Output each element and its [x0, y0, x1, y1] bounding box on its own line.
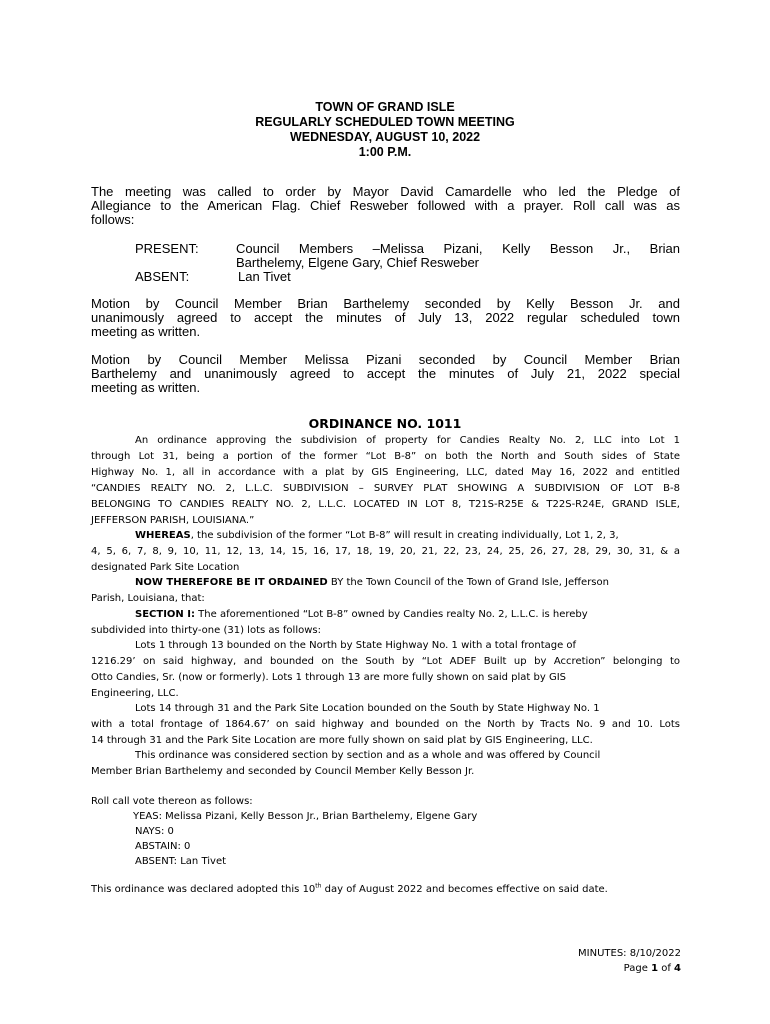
ordinance-line: designated Park Site Location [91, 562, 240, 573]
meeting-time-heading: 1:00 P.M. [358, 145, 412, 159]
roll-call-yeas: YEAS: Melissa Pizani, Kelly Besson Jr., Brian Barthelemy, Elgene Gary [133, 811, 478, 822]
ordinance-line: 1216.29’ on said highway, and bounded on the South by “Lot ADEF Built up by Accretion” belonging to [91, 656, 680, 667]
motion-paragraph [91, 297, 680, 339]
ordained-line [135, 575, 680, 591]
minutes-date: MINUTES: 8/10/2022 [578, 948, 681, 959]
ordinance-line: with a total frontage of 1864.67’ on said highway and bounded on the North by Tracts No. 9 and 10. Lots [91, 719, 680, 730]
motion-line: Motion by Council Member Melissa Pizani seconded by Council Member Brian [91, 352, 680, 367]
present-label: PRESENT: [135, 241, 199, 256]
ordinance-line: Otto Candies, Sr. (now or formerly). Lots 1 through 13 are more fully shown on said plat by GIS [91, 672, 567, 683]
ordinal-suffix: th [315, 882, 322, 890]
motion-line: unanimously agreed to accept the minutes of July 13, 2022 regular scheduled town [91, 310, 680, 325]
section-line [135, 607, 680, 623]
ordinance-line: JEFFERSON PARISH, LOUISIANA.” [91, 515, 255, 526]
ordinance-line: “CANDIES REALTY NO. 2, L.L.C. SUBDIVISION – SURVEY PLAT SHOWING A SUBDIVISION OF LOT B-8 [91, 483, 680, 494]
intro-line: follows: [91, 212, 135, 227]
present-list [236, 242, 680, 270]
meeting-type-heading: REGULARLY SCHEDULED TOWN MEETING [255, 115, 515, 129]
adoption-text: This ordinance was declared adopted this 10 [91, 884, 316, 895]
whereas-line [135, 528, 680, 544]
motion-line: meeting as written. [91, 324, 201, 339]
roll-call-intro: Roll call vote thereon as follows: [91, 796, 253, 807]
page-total: 4 [674, 963, 681, 974]
section-keyword: SECTION I: [135, 609, 195, 620]
motion-paragraph [91, 353, 680, 395]
ordinance-line: Lots 1 through 13 bounded on the North by State Highway No. 1 with a total frontage of [135, 640, 577, 651]
ordinance-text: BY the Town Council of the Town of Grand Isle, Jefferson [327, 577, 609, 588]
adoption-statement [91, 882, 680, 898]
adoption-text: day of August 2022 and becomes effective on said date. [321, 884, 608, 895]
ordinance-text: , the subdivision of the former “Lot B-8” will result in creating individually, Lot 1, 2, 3, [190, 530, 619, 541]
motion-line: Motion by Council Member Brian Barthelemy seconded by Kelly Besson Jr. and [91, 296, 680, 311]
motion-line: Barthelemy and unanimously agreed to accept the minutes of July 21, 2022 special [91, 366, 680, 381]
ordinance-text: The aforementioned “Lot B-8” owned by Candies realty No. 2, L.L.C. is hereby [195, 609, 588, 620]
meeting-date-heading: WEDNESDAY, AUGUST 10, 2022 [289, 130, 481, 144]
ordained-keyword: NOW THEREFORE BE IT ORDAINED [135, 577, 328, 588]
ordinance-line: subdivided into thirty-one (31) lots as follows: [91, 625, 321, 636]
intro-line: Allegiance to the American Flag. Chief Resweber followed with a prayer. Roll call was as [91, 198, 680, 213]
intro-paragraph [91, 185, 680, 227]
ordinance-title: ORDINANCE NO. 1011 [308, 416, 462, 431]
ordinance-line: BELONGING TO CANDIES REALTY NO. 2, L.L.C. LOCATED IN LOT 8, T21S-R25E & T22S-R24E, GRAND ISLE, [91, 499, 680, 510]
ordinance-line: Member Brian Barthelemy and seconded by Council Member Kelly Besson Jr. [91, 766, 475, 777]
roll-call-absent: ABSENT: Lan Tivet [135, 856, 227, 867]
roll-call-nays: NAYS: 0 [135, 826, 174, 837]
absent-value: Lan Tivet [238, 269, 291, 284]
present-line: Council Members –Melissa Pizani, Kelly Besson Jr., Brian [236, 241, 680, 256]
present-line: Barthelemy, Elgene Gary, Chief Resweber [236, 255, 480, 270]
ordinance-line: through Lot 31, being a portion of the former “Lot B-8” on both the North and South sides of State [91, 451, 680, 462]
page-label: Page [623, 963, 652, 974]
page-of-label: of [658, 963, 675, 974]
ordinance-line: Highway No. 1, all in accordance with a plat by GIS Engineering, LLC, dated May 16, 2022 and entitled [91, 467, 680, 478]
ordinance-line: This ordinance was considered section by section and as a whole and was offered by Council [135, 750, 601, 761]
ordinance-line: 4, 5, 6, 7, 8, 9, 10, 11, 12, 13, 14, 15, 16, 17, 18, 19, 20, 21, 22, 23, 24, 25, 26, 27, 28, 29, 30, 31, & a [91, 546, 680, 557]
absent-label: ABSENT: [135, 269, 190, 284]
town-name-heading: TOWN OF GRAND ISLE [315, 100, 455, 114]
roll-call-abstain: ABSTAIN: 0 [135, 841, 191, 852]
ordinance-line [91, 433, 680, 449]
motion-line: meeting as written. [91, 380, 201, 395]
ordinance-line: 14 through 31 and the Park Site Location are more fully shown on said plat by GIS Engineering, LLC. [91, 735, 593, 746]
page-number [624, 961, 681, 976]
page-current: 1 [651, 963, 659, 974]
whereas-keyword: WHEREAS [135, 530, 191, 541]
ordinance-text: An ordinance approving the subdivision of property for Candies Realty No. 2, LLC into Lot 1 [135, 435, 680, 446]
ordinance-line: Engineering, LLC. [91, 688, 179, 699]
ordinance-line: Parish, Louisiana, that: [91, 593, 205, 604]
ordinance-line: Lots 14 through 31 and the Park Site Location bounded on the South by State Highway No. 1 [135, 703, 600, 714]
intro-line: The meeting was called to order by Mayor David Camardelle who led the Pledge of [91, 184, 680, 199]
